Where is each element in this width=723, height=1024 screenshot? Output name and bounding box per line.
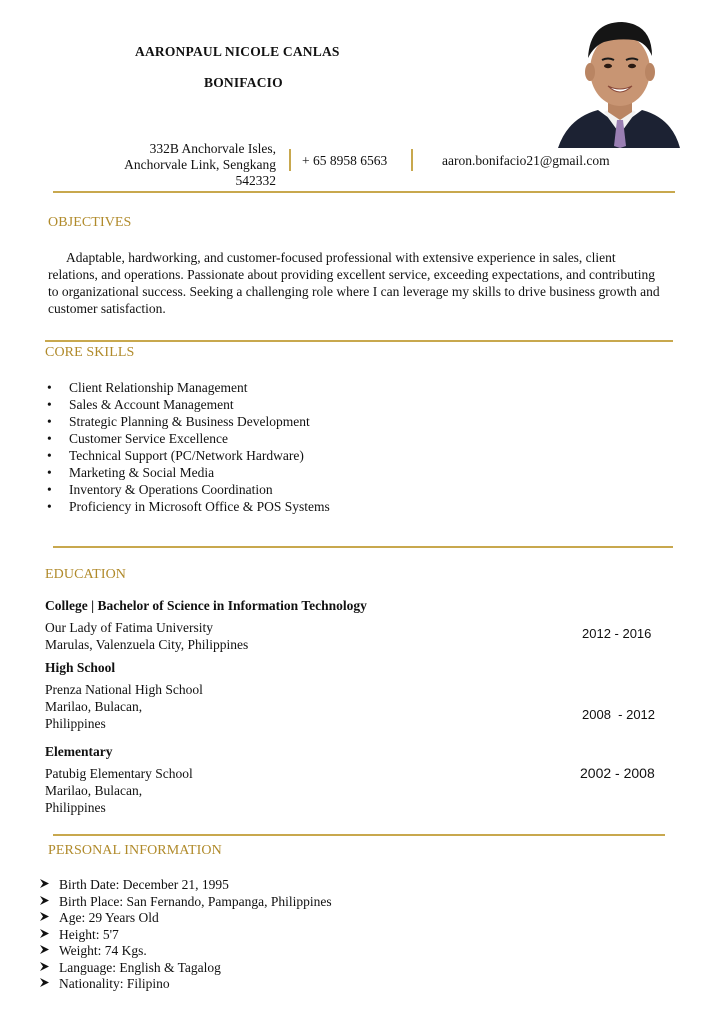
list-item: • Proficiency in Microsoft Office & POS Systems — [45, 498, 445, 515]
contact-divider-2 — [411, 149, 413, 171]
college-title: College | Bachelor of Science in Information Technology — [45, 598, 367, 613]
list-item: • Sales & Account Management — [45, 396, 445, 413]
list-item — [39, 910, 459, 927]
contact-divider-1 — [289, 149, 291, 171]
personal-list — [39, 877, 459, 993]
list-item: • Inventory & Operations Coordination — [45, 481, 445, 498]
college-years: 2012 - 2016 — [582, 626, 652, 641]
list-item — [39, 927, 459, 944]
arrow-bullet-icon — [39, 977, 50, 988]
list-item: • Marketing & Social Media — [45, 464, 445, 481]
name-line-1: AARONPAUL NICOLE CANLAS — [135, 44, 340, 59]
elementary-location: Marilao, Bulacan, — [45, 783, 143, 798]
personal-item-text: Nationality: Filipino — [59, 976, 170, 991]
skills-list — [45, 379, 445, 515]
header-divider — [53, 191, 675, 193]
name-line-2: BONIFACIO — [204, 75, 283, 90]
college-school: Our Lady of Fatima University — [45, 620, 213, 635]
personal-item-text: Birth Date: December 21, 1995 — [59, 877, 229, 892]
arrow-bullet-icon — [39, 911, 50, 922]
list-item: • Strategic Planning & Business Development — [45, 413, 445, 430]
personal-heading: PERSONAL INFORMATION — [48, 843, 222, 858]
objectives-heading: OBJECTIVES — [48, 215, 132, 230]
address-line-3: 542332 — [235, 173, 276, 188]
skills-heading: CORE SKILLS — [45, 345, 135, 360]
arrow-bullet-icon — [39, 944, 50, 955]
list-item — [39, 943, 459, 960]
list-item — [39, 960, 459, 977]
personal-item-text: Height: 5'7 — [59, 926, 119, 942]
education-heading: EDUCATION — [45, 567, 127, 582]
list-item: • Technical Support (PC/Network Hardware) — [45, 447, 445, 464]
elementary-school: Patubig Elementary School — [45, 766, 193, 781]
address-line-2: Anchorvale Link, Sengkang — [124, 157, 276, 172]
address-block — [80, 141, 276, 189]
personal-item-text: Weight: 74 Kgs. — [59, 943, 147, 958]
list-item: • Client Relationship Management — [45, 379, 445, 396]
email-address[interactable]: aaron.bonifacio21@gmail.com — [442, 153, 610, 168]
highschool-country: Philippines — [45, 716, 106, 731]
highschool-school: Prenza National High School — [45, 682, 203, 697]
phone-number: + 65 8958 6563 — [302, 153, 388, 168]
arrow-bullet-icon — [39, 961, 50, 972]
personal-item-text: Age: 29 Years Old — [59, 910, 159, 925]
education-divider — [53, 834, 665, 836]
list-item — [39, 894, 459, 911]
elementary-country: Philippines — [45, 800, 106, 815]
personal-item-text: Language: English & Tagalog — [59, 959, 221, 975]
elementary-years: 2002 - 2008 — [580, 765, 655, 781]
personal-item-text: Birth Place: San Fernando, Pampanga, Philippines — [59, 893, 332, 909]
college-location: Marulas, Valenzuela City, Philippines — [45, 637, 249, 652]
list-item — [39, 877, 459, 894]
highschool-years: 2008 - 2012 — [582, 707, 656, 722]
highschool-title: High School — [45, 660, 116, 675]
list-item: • Customer Service Excellence — [45, 430, 445, 447]
objectives-text: Adaptable, hardworking, and customer-focused professional with extensive experience in sales, client relations, and operations. Passionate about providing excellent service, exceeding expectations, and contributing to organizational success. Seeking a challenging role where I can leverage my skills to drive business growth and customer satisfaction. — [48, 250, 660, 316]
arrow-bullet-icon — [39, 895, 50, 906]
arrow-bullet-icon — [39, 878, 50, 889]
profile-photo — [548, 8, 688, 148]
highschool-location: Marilao, Bulacan, — [45, 699, 143, 714]
elementary-title: Elementary — [45, 744, 113, 759]
arrow-bullet-icon — [39, 928, 50, 939]
objectives-divider — [45, 340, 673, 342]
address-line-1: 332B Anchorvale Isles, — [149, 141, 276, 156]
list-item — [39, 976, 459, 993]
skills-divider — [53, 546, 673, 548]
